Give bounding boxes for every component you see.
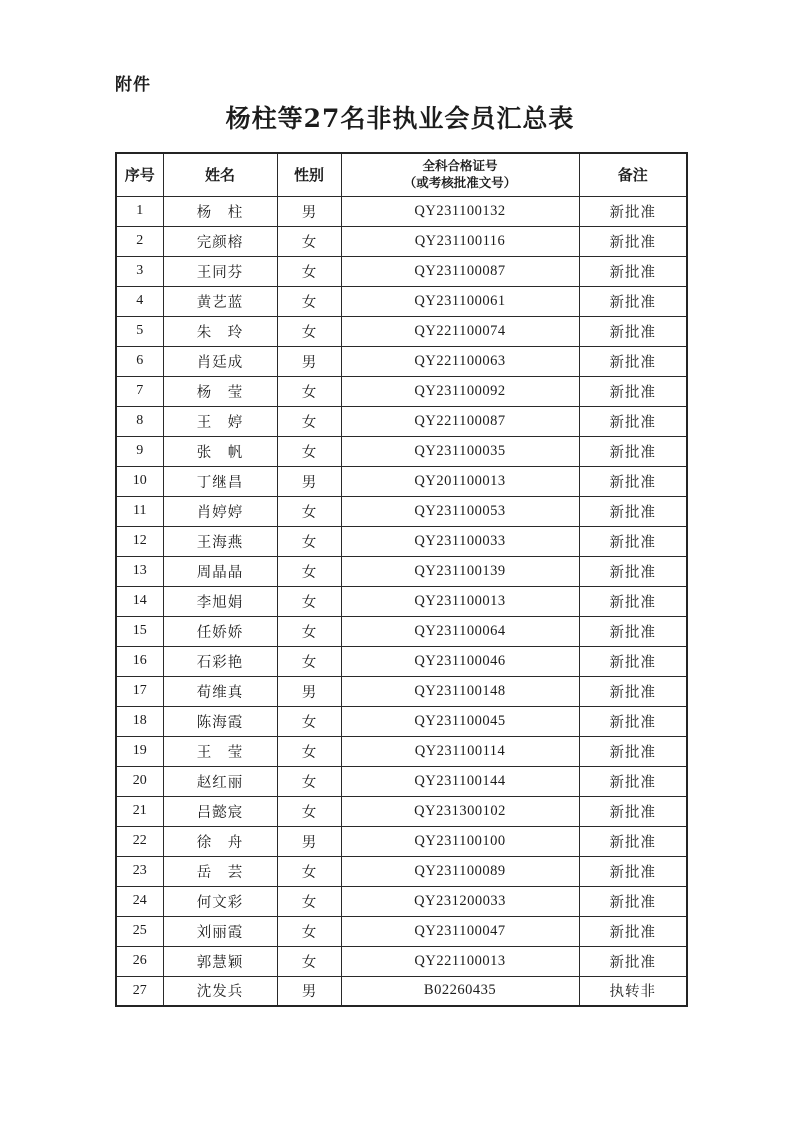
cell-cert: QY221100013 (341, 946, 579, 976)
cell-index: 19 (116, 736, 163, 766)
cell-gender: 女 (277, 886, 341, 916)
cell-remark: 新批准 (579, 676, 687, 706)
cell-remark: 新批准 (579, 856, 687, 886)
cell-index: 22 (116, 826, 163, 856)
cell-remark: 新批准 (579, 526, 687, 556)
cell-remark: 新批准 (579, 346, 687, 376)
cell-remark: 新批准 (579, 826, 687, 856)
cell-name: 刘丽霞 (163, 916, 277, 946)
page-title: 杨柱等27名非执业会员汇总表 (225, 104, 575, 133)
cell-index: 15 (116, 616, 163, 646)
cell-name: 陈海霞 (163, 706, 277, 736)
cell-index: 21 (116, 796, 163, 826)
cell-gender: 女 (277, 256, 341, 286)
cell-gender: 女 (277, 736, 341, 766)
cell-remark: 新批准 (579, 466, 687, 496)
cell-name: 杨 莹 (163, 376, 277, 406)
cell-remark: 新批准 (579, 586, 687, 616)
cell-gender: 女 (277, 556, 341, 586)
cell-index: 25 (116, 916, 163, 946)
cell-gender: 女 (277, 706, 341, 736)
cell-remark: 新批准 (579, 556, 687, 586)
cell-cert: QY231100114 (341, 736, 579, 766)
cell-remark: 新批准 (579, 766, 687, 796)
cell-index: 7 (116, 376, 163, 406)
col-header-index: 序号 (116, 153, 163, 196)
cell-index: 2 (116, 226, 163, 256)
table-row (116, 256, 687, 286)
table-row (116, 436, 687, 466)
cell-name: 肖婷婷 (163, 496, 277, 526)
cell-index: 26 (116, 946, 163, 976)
table-row (116, 556, 687, 586)
cell-remark: 新批准 (579, 496, 687, 526)
cell-gender: 男 (277, 826, 341, 856)
table-row (116, 406, 687, 436)
cell-cert: QY231100035 (341, 436, 579, 466)
cell-remark: 执转非 (579, 976, 687, 1006)
cell-remark: 新批准 (579, 436, 687, 466)
cell-index: 3 (116, 256, 163, 286)
cell-gender: 女 (277, 916, 341, 946)
cell-index: 24 (116, 886, 163, 916)
cell-remark: 新批准 (579, 616, 687, 646)
table-header (116, 153, 687, 196)
cell-cert: QY201100013 (341, 466, 579, 496)
table-row (116, 916, 687, 946)
table-row (116, 796, 687, 826)
cell-gender: 女 (277, 286, 341, 316)
cell-name: 徐 舟 (163, 826, 277, 856)
table-row (116, 196, 687, 226)
cell-cert: QY231100100 (341, 826, 579, 856)
table-row (116, 676, 687, 706)
cell-gender: 女 (277, 376, 341, 406)
members-table (115, 152, 688, 1007)
cell-name: 周晶晶 (163, 556, 277, 586)
cell-index: 27 (116, 976, 163, 1006)
cell-cert: QY231100046 (341, 646, 579, 676)
cell-name: 黄艺蓝 (163, 286, 277, 316)
cell-cert: QY221100087 (341, 406, 579, 436)
cell-cert: QY231200033 (341, 886, 579, 916)
table-row (116, 946, 687, 976)
cell-cert: QY231100092 (341, 376, 579, 406)
cell-remark: 新批准 (579, 286, 687, 316)
cell-cert: QY231100053 (341, 496, 579, 526)
cell-name: 荀维真 (163, 676, 277, 706)
cell-cert: QY231100033 (341, 526, 579, 556)
cell-cert: QY231100064 (341, 616, 579, 646)
table-row (116, 316, 687, 346)
cell-name: 朱 玲 (163, 316, 277, 346)
cell-name: 赵红丽 (163, 766, 277, 796)
attachment-label: 附件 (115, 75, 151, 95)
cell-cert: B02260435 (341, 976, 579, 1006)
cell-gender: 女 (277, 316, 341, 346)
cell-cert: QY221100063 (341, 346, 579, 376)
col-header-cert-line1: 全科合格证号 (422, 157, 498, 173)
cell-cert: QY231100144 (341, 766, 579, 796)
cell-index: 18 (116, 706, 163, 736)
table-row (116, 496, 687, 526)
cell-index: 17 (116, 676, 163, 706)
cell-remark: 新批准 (579, 376, 687, 406)
cell-gender: 男 (277, 976, 341, 1006)
cell-gender: 女 (277, 856, 341, 886)
cell-name: 完颜榕 (163, 226, 277, 256)
col-header-name: 姓名 (163, 153, 277, 196)
cell-cert: QY231100047 (341, 916, 579, 946)
table-row (116, 706, 687, 736)
cell-remark: 新批准 (579, 736, 687, 766)
cell-remark: 新批准 (579, 316, 687, 346)
cell-cert: QY231100148 (341, 676, 579, 706)
cell-gender: 女 (277, 616, 341, 646)
table-row (116, 976, 687, 1006)
cell-index: 16 (116, 646, 163, 676)
cell-index: 8 (116, 406, 163, 436)
col-header-gender: 性别 (277, 153, 341, 196)
cell-name: 吕懿宸 (163, 796, 277, 826)
cell-gender: 男 (277, 346, 341, 376)
cell-gender: 女 (277, 226, 341, 256)
cell-name: 何文彩 (163, 886, 277, 916)
table-row (116, 466, 687, 496)
cell-remark: 新批准 (579, 796, 687, 826)
table-row (116, 376, 687, 406)
table-row (116, 526, 687, 556)
cell-name: 郭慧颖 (163, 946, 277, 976)
table-row (116, 766, 687, 796)
cell-gender: 女 (277, 586, 341, 616)
cell-remark: 新批准 (579, 886, 687, 916)
cell-name: 杨 柱 (163, 196, 277, 226)
col-header-cert (341, 153, 579, 196)
cell-index: 11 (116, 496, 163, 526)
cell-remark: 新批准 (579, 226, 687, 256)
cell-index: 20 (116, 766, 163, 796)
cell-cert: QY231100132 (341, 196, 579, 226)
table-body (116, 196, 687, 1006)
cell-name: 李旭娟 (163, 586, 277, 616)
cell-gender: 女 (277, 946, 341, 976)
cell-index: 5 (116, 316, 163, 346)
cell-cert: QY231100013 (341, 586, 579, 616)
col-header-remark: 备注 (579, 153, 687, 196)
cell-index: 10 (116, 466, 163, 496)
cell-cert: QY231300102 (341, 796, 579, 826)
cell-name: 丁继昌 (163, 466, 277, 496)
table-row (116, 886, 687, 916)
cell-gender: 男 (277, 196, 341, 226)
cell-name: 王同芬 (163, 256, 277, 286)
cell-remark: 新批准 (579, 196, 687, 226)
cell-index: 9 (116, 436, 163, 466)
cell-gender: 女 (277, 766, 341, 796)
cell-remark: 新批准 (579, 946, 687, 976)
cell-index: 23 (116, 856, 163, 886)
cell-gender: 男 (277, 676, 341, 706)
cell-gender: 女 (277, 646, 341, 676)
cell-name: 王海燕 (163, 526, 277, 556)
table-row (116, 346, 687, 376)
cell-cert: QY221100074 (341, 316, 579, 346)
table-row (116, 856, 687, 886)
cell-gender: 女 (277, 436, 341, 466)
cell-index: 14 (116, 586, 163, 616)
table-row (116, 286, 687, 316)
cell-name: 肖廷成 (163, 346, 277, 376)
cell-name: 王 婷 (163, 406, 277, 436)
col-header-cert-line2: （或考核批准文号） (403, 174, 517, 190)
cell-remark: 新批准 (579, 916, 687, 946)
cell-cert: QY231100045 (341, 706, 579, 736)
cell-index: 12 (116, 526, 163, 556)
cell-name: 岳 芸 (163, 856, 277, 886)
cell-gender: 女 (277, 406, 341, 436)
cell-name: 石彩艳 (163, 646, 277, 676)
cell-index: 1 (116, 196, 163, 226)
cell-cert: QY231100089 (341, 856, 579, 886)
cell-gender: 女 (277, 526, 341, 556)
cell-cert: QY231100139 (341, 556, 579, 586)
table-row (116, 736, 687, 766)
cell-remark: 新批准 (579, 646, 687, 676)
cell-remark: 新批准 (579, 406, 687, 436)
cell-cert: QY231100087 (341, 256, 579, 286)
cell-remark: 新批准 (579, 256, 687, 286)
cell-gender: 女 (277, 796, 341, 826)
cell-gender: 男 (277, 466, 341, 496)
cell-cert: QY231100116 (341, 226, 579, 256)
table-row (116, 616, 687, 646)
cell-remark: 新批准 (579, 706, 687, 736)
cell-index: 4 (116, 286, 163, 316)
table-row (116, 826, 687, 856)
table-row (116, 646, 687, 676)
cell-cert: QY231100061 (341, 286, 579, 316)
cell-name: 沈发兵 (163, 976, 277, 1006)
cell-name: 张 帆 (163, 436, 277, 466)
cell-index: 6 (116, 346, 163, 376)
cell-name: 王 莹 (163, 736, 277, 766)
table-row (116, 226, 687, 256)
header-row (116, 153, 687, 196)
cell-index: 13 (116, 556, 163, 586)
cell-name: 任娇娇 (163, 616, 277, 646)
cell-gender: 女 (277, 496, 341, 526)
table-row (116, 586, 687, 616)
